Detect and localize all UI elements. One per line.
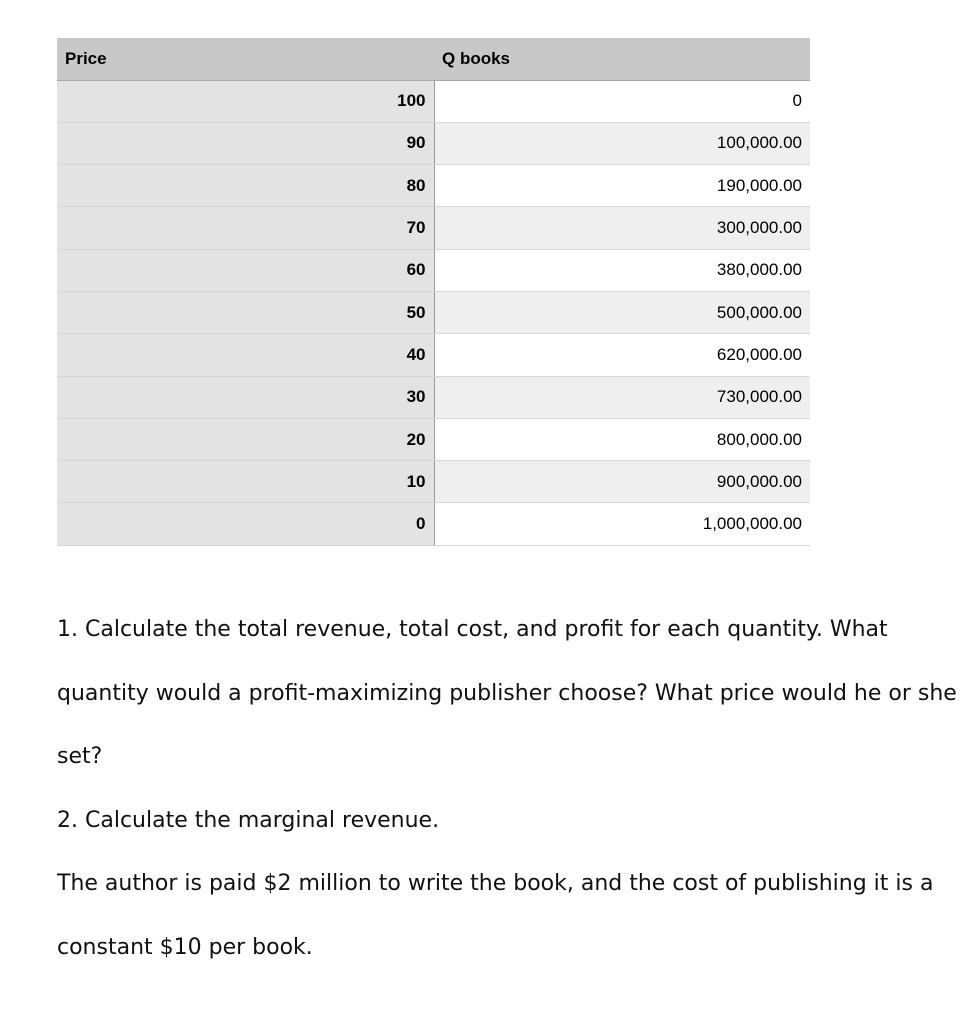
table-row [57, 249, 810, 291]
problem-note-text: The author is paid $2 million to write the book, and the cost of publishing it is a constant $10 per book. [57, 871, 934, 960]
question-text-block [57, 598, 957, 979]
quantity-cell: 190,000.00 [434, 165, 810, 207]
column-header-price: Price [57, 38, 434, 80]
quantity-cell: 100,000.00 [434, 122, 810, 164]
table-row [57, 376, 810, 418]
quantity-cell: 0 [434, 80, 810, 122]
quantity-cell: 1,000,000.00 [434, 503, 810, 545]
price-cell: 30 [57, 376, 434, 418]
quantity-cell: 300,000.00 [434, 207, 810, 249]
table-row [57, 334, 810, 376]
column-header-q-books: Q books [434, 38, 810, 80]
quantity-cell: 730,000.00 [434, 376, 810, 418]
quantity-cell: 620,000.00 [434, 334, 810, 376]
table-row [57, 207, 810, 249]
price-cell: 70 [57, 207, 434, 249]
price-cell: 20 [57, 418, 434, 460]
table-row [57, 503, 810, 545]
price-cell: 100 [57, 80, 434, 122]
table-row [57, 291, 810, 333]
quantity-cell: 500,000.00 [434, 291, 810, 333]
table-row [57, 418, 810, 460]
price-cell: 10 [57, 461, 434, 503]
quantity-cell: 800,000.00 [434, 418, 810, 460]
table-row [57, 461, 810, 503]
price-cell: 80 [57, 165, 434, 207]
price-cell: 90 [57, 122, 434, 164]
price-cell: 60 [57, 249, 434, 291]
quantity-cell: 380,000.00 [434, 249, 810, 291]
table-row [57, 122, 810, 164]
price-cell: 50 [57, 291, 434, 333]
question-2-text: 2. Calculate the marginal revenue. [57, 807, 440, 833]
table-row [57, 165, 810, 207]
demand-table [57, 38, 810, 546]
quantity-cell: 900,000.00 [434, 461, 810, 503]
price-cell: 0 [57, 503, 434, 545]
question-1-text: 1. Calculate the total revenue, total cost, and profit for each quantity. What quantity would a profit-maximizing publisher choose? What price would he or she set? [57, 617, 957, 769]
price-cell: 40 [57, 334, 434, 376]
table-row [57, 80, 810, 122]
table-header-row [57, 38, 810, 80]
